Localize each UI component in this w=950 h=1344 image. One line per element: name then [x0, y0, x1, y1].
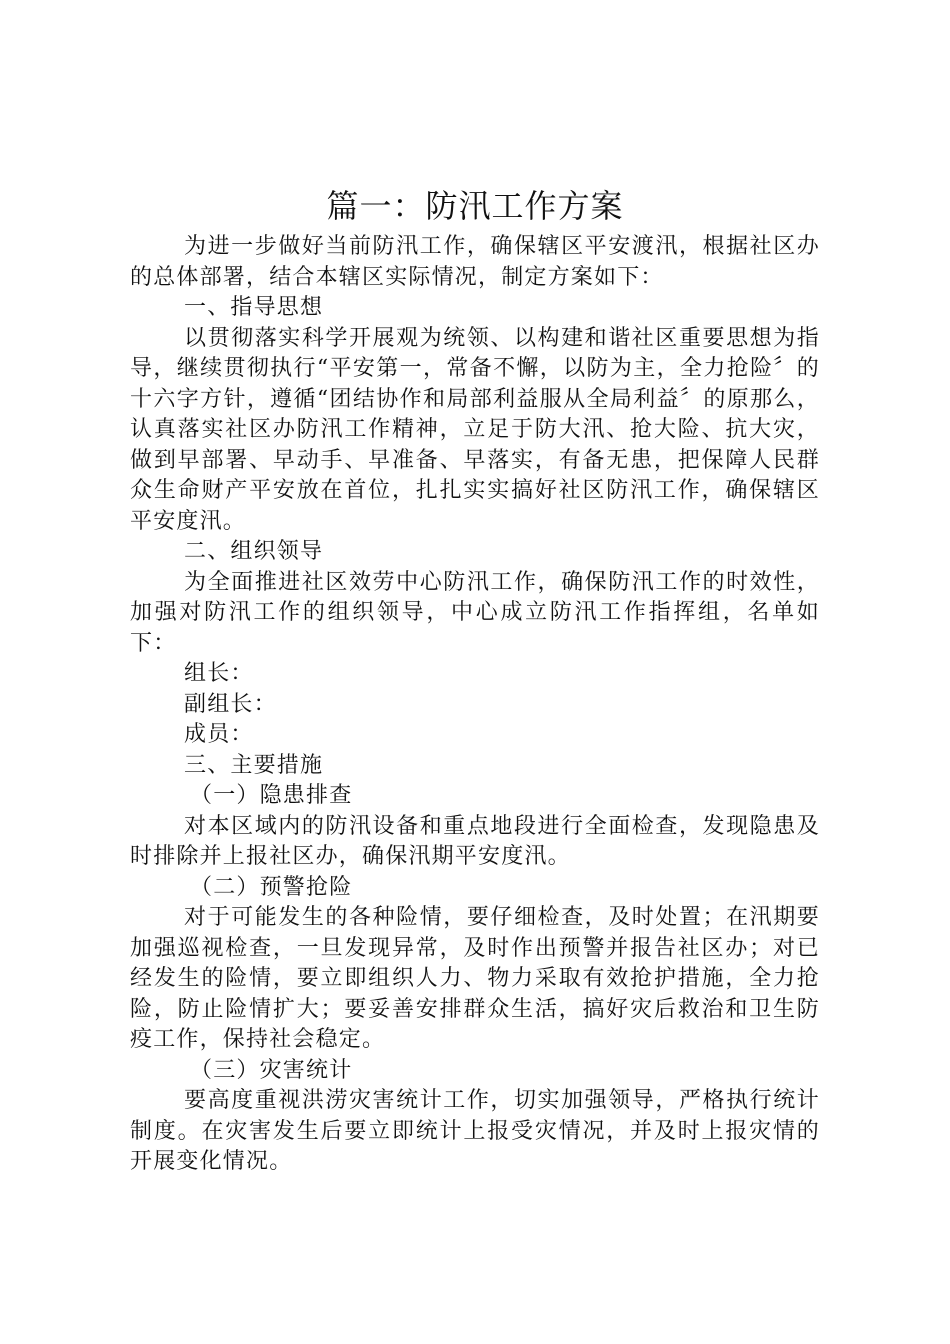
team-leader-line: 组长： [184, 661, 254, 686]
subheading-disaster-statistics: （三）灾害统计 [190, 1057, 353, 1083]
subheading-hazard-inspection: （一）隐患排查 [190, 783, 353, 808]
intro-paragraph: 为进一步做好当前防汛工作，确保辖区平安渡汛，根据社区办的总体部署，结合本辖区实际情况，制定方案如下： [130, 234, 820, 290]
members-line: 成员： [184, 722, 254, 747]
document-page [130, 180, 820, 1178]
document-title: 篇一：防汛工作方案 [326, 187, 624, 225]
guiding-ideology-paragraph: 以贯彻落实科学开展观为统领、以构建和谐社区重要思想为指导，继续贯彻执行“平安第一，常备不懈，以防为主，全力抢险〞的十六字方针，遵循“团结协作和局部利益服从全局利益〞的原那么，认真落实社区办防汛工作精神，立足于防大汛、抢大险、抗大灾，做到早部署、早动手、早准备、早落实，有备无患，把保障人民群众生命财产平安放在首位，扎扎实实搞好社区防汛工作，确保辖区平安度汛。 [130, 325, 820, 534]
disaster-statistics-paragraph: 要高度重视洪涝灾害统计工作，切实加强领导，严格执行统计制度。在灾害发生后要立即统计上报受灾情况，并及时上报灾情的开展变化情况。 [130, 1088, 820, 1174]
section-heading-main-measures: 三、主要措施 [184, 752, 324, 778]
organization-paragraph: 为全面推进社区效劳中心防汛工作，确保防汛工作的时效性，加强对防汛工作的组织领导，中心成立防汛工作指挥组，名单如下： [130, 569, 820, 656]
deputy-leader-line: 副组长： [184, 691, 277, 717]
early-warning-paragraph: 对于可能发生的各种险情，要仔细检查，及时处置；在汛期要加强巡视检查，一旦发现异常，及时作出预警并报告社区办；对已经发生的险情，要立即组织人力、物力采取有效抢护措施，全力抢险，防止险情扩大；要妥善安排群众生活，搞好灾后救治和卫生防疫工作，保持社会稳定。 [130, 905, 820, 1052]
hazard-inspection-paragraph: 对本区域内的防汛设备和重点地段进行全面检查，发现隐患及时排除并上报社区办，确保汛期平安度汛。 [130, 813, 820, 869]
section-heading-organization: 二、组织领导 [184, 539, 324, 564]
subheading-early-warning: （二）预警抢险 [190, 874, 353, 900]
section-heading-guiding-ideology: 一、指导思想 [184, 295, 324, 320]
